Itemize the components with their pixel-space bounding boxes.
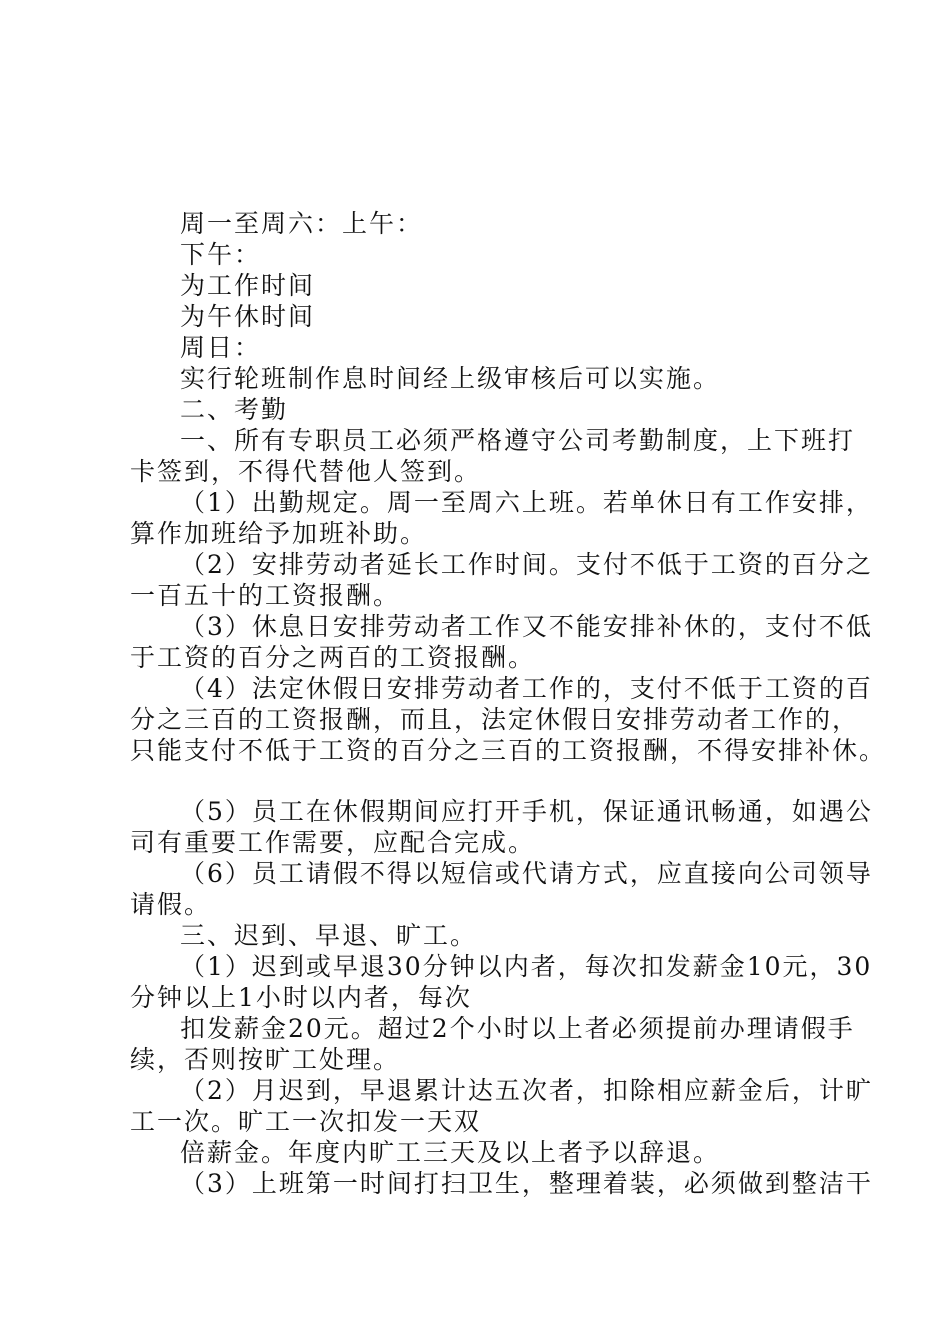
text-line: 分钟以上1小时以内者，每次 xyxy=(130,983,472,1012)
text-line: （4）法定休假日安排劳动者工作的，支付不低于工资的百 xyxy=(180,674,873,703)
text-line: （2）月迟到，早退累计达五次者，扣除相应薪金后，计旷 xyxy=(180,1076,873,1105)
text-line: 扣发薪金20元。超过2个小时以上者必须提前办理请假手 xyxy=(180,1014,855,1043)
text-line: 于工资的百分之两百的工资报酬。 xyxy=(130,643,536,672)
text-line: 为午休时间 xyxy=(180,302,316,331)
text-line: （1）出勤规定。周一至周六上班。若单休日有工作安排， xyxy=(180,488,873,517)
text-line: 卡签到，不得代替他人签到。 xyxy=(130,457,482,486)
text-line: （5）员工在休假期间应打开手机，保证通讯畅通，如遇公 xyxy=(180,797,873,826)
text-line: 一、所有专职员工必须严格遵守公司考勤制度，上下班打 xyxy=(180,426,856,455)
text-line: 请假。 xyxy=(130,890,212,919)
section-heading: 二、考勤 xyxy=(180,395,289,424)
text-line: （3）上班第一时间打扫卫生，整理着装，必须做到整洁干 xyxy=(180,1169,873,1198)
text-line: 为工作时间 xyxy=(180,271,316,300)
text-line: 分之三百的工资报酬，而且，法定休假日安排劳动者工作的， xyxy=(130,705,860,734)
text-line: 工一次。旷工一次扣发一天双 xyxy=(130,1107,482,1136)
text-line: 倍薪金。年度内旷工三天及以上者予以辞退。 xyxy=(180,1138,721,1167)
text-line: 实行轮班制作息时间经上级审核后可以实施。 xyxy=(180,364,721,393)
text-line: 一百五十的工资报酬。 xyxy=(130,581,401,610)
text-line: 下午： xyxy=(180,240,262,269)
text-line: （1）迟到或早退30分钟以内者，每次扣发薪金10元，30 xyxy=(180,952,873,981)
text-line: 周一至周六：上午： xyxy=(180,209,424,238)
text-line: 续，否则按旷工处理。 xyxy=(130,1045,401,1074)
text-line: 周日： xyxy=(180,333,262,362)
text-line: 只能支付不低于工资的百分之三百的工资报酬，不得安排补休。 xyxy=(130,736,887,765)
text-line: 司有重要工作需要，应配合完成。 xyxy=(130,828,536,857)
text-line: （6）员工请假不得以短信或代请方式，应直接向公司领导 xyxy=(180,859,873,888)
text-line: （3）休息日安排劳动者工作又不能安排补休的，支付不低 xyxy=(180,612,873,641)
text-line: 算作加班给予加班补助。 xyxy=(130,519,428,548)
text-line: （2）安排劳动者延长工作时间。支付不低于工资的百分之 xyxy=(180,550,873,579)
section-heading: 三、迟到、早退、旷工。 xyxy=(180,921,478,950)
